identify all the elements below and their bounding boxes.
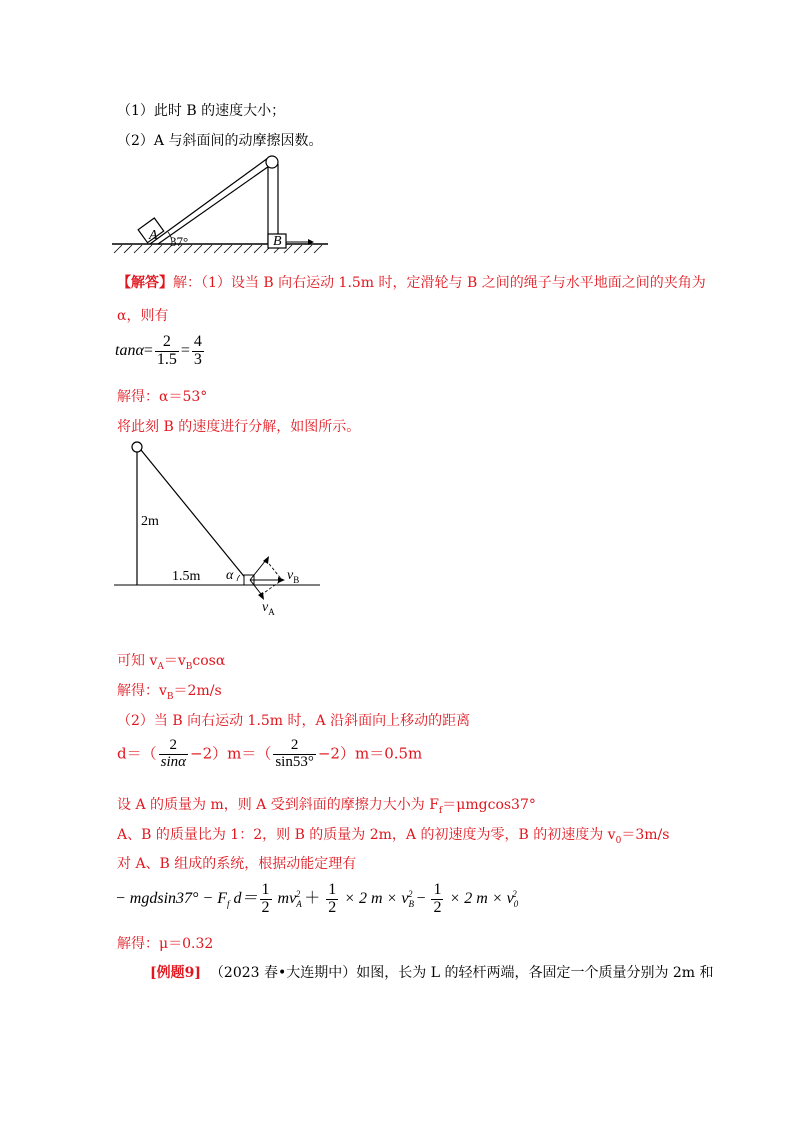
vb-subscript: B: [293, 574, 300, 585]
d-fraction-1: [159, 738, 188, 771]
energy-equation: [115, 882, 517, 917]
vrel-sub-a: A: [157, 661, 164, 672]
tan-fraction-2: [192, 334, 204, 369]
tan-fraction-1: [155, 334, 179, 369]
eq-sub-f: f: [227, 899, 230, 910]
frac-den: 3: [193, 350, 202, 368]
eq-minus: −: [412, 889, 430, 907]
vrel-prefix: 可知 v: [117, 653, 158, 669]
frac-num: 2: [169, 737, 178, 753]
mass-ratio-text: [117, 824, 669, 846]
block-a-label: A: [149, 228, 158, 243]
alpha-label: α: [226, 568, 234, 583]
d-fraction-2: [273, 738, 316, 771]
solve-alpha: 解得：α＝53°: [117, 389, 208, 405]
eq-plus: ＋: [300, 889, 325, 907]
friction-sub: f: [438, 805, 443, 816]
vrel-mid: ＝v: [163, 653, 186, 669]
answer-text-1: 解：（1）设当 B 向右运动 1.5m 时，定滑轮与 B 之间的绳子与水平地面之间的夹角为: [173, 275, 706, 291]
eq-t2-sup: 2: [407, 888, 413, 899]
answer-line-1: [117, 272, 706, 292]
height-2m-label: 2m: [141, 514, 159, 529]
decompose-text: 将此刻 B 的速度进行分解，如图所示。: [117, 419, 361, 435]
example-tag: [例题9]: [150, 965, 201, 981]
va-subscript: A: [268, 606, 275, 617]
frac-den: 2: [328, 898, 337, 916]
base-15m-label: 1.5m: [172, 569, 201, 584]
mass-value: ＝3m/s: [621, 827, 670, 843]
eq-term-1: mv: [273, 889, 297, 907]
eq-t1-sub: A: [296, 899, 302, 910]
solve-vb: [117, 680, 222, 702]
question-1: （1）此时 B 的速度大小；: [117, 103, 286, 119]
velocity-decomposition-figure: [110, 440, 325, 625]
tan-equation: tanα= $\frac{2}{1.5}$ = $\frac{4}{3}$: [115, 333, 202, 368]
block-b-label: B: [273, 234, 282, 249]
eq-t2-sub: B: [408, 899, 414, 910]
frac-num: 2: [290, 737, 299, 753]
vrel-suffix: cosα: [192, 653, 226, 669]
question-2: （2）A 与斜面间的动摩擦因数。: [117, 133, 323, 149]
eq-t3-sup: 2: [512, 888, 517, 899]
eq-t1-sup: 2: [295, 888, 301, 899]
friction-prefix: 设 A 的质量为 m，则 A 受到斜面的摩擦力大小为 F: [117, 797, 439, 813]
d-mid-1: −2）m＝（: [190, 744, 272, 763]
next-example: [150, 962, 714, 982]
frac-den: 2: [261, 898, 270, 916]
example-text: （2023 春•大连期中）如图，长为 L 的轻杆两端，各固定一个质量分别为 2m 和: [209, 965, 714, 981]
frac-den: 1.5: [156, 350, 177, 368]
friction-value: ＝μmgcos37°: [442, 797, 536, 813]
eq-term-2: × 2 m × v: [340, 889, 409, 907]
eq-lhs: − mgdsin37° − F: [115, 889, 227, 907]
tan-lhs: tanα: [115, 341, 144, 359]
frac-num: 1: [433, 881, 442, 898]
eq-half-2: [326, 882, 338, 917]
frac-den: sinα: [160, 753, 186, 770]
eq-term-3: × 2 m × v: [445, 889, 514, 907]
d-mid-2: −2）m＝0.5m: [317, 744, 423, 763]
solve-vb-prefix: 解得：v: [117, 683, 167, 699]
incline-pulley-figure: [110, 150, 330, 258]
mass-prefix: A、B 的质量比为 1：2，则 B 的质量为 2m，A 的初速度为零，B 的初速度为 v: [117, 827, 616, 843]
va-symbol: v: [262, 600, 269, 615]
solve-vb-value: ＝2m/s: [173, 683, 222, 699]
angle-37-label: 37°: [170, 234, 189, 249]
vrel-sub-b: B: [185, 661, 193, 672]
frac-den: sin53°: [275, 753, 314, 770]
eq-half-3: [431, 882, 443, 917]
d-prefix: d＝（: [117, 744, 157, 763]
vb-label: [287, 568, 299, 585]
answer-heading: 【解答】: [117, 275, 173, 291]
frac-num: 1: [328, 881, 337, 898]
frac-den: 2: [433, 898, 442, 916]
friction-text: [117, 794, 536, 816]
eq-t3-sub: 0: [513, 899, 519, 910]
mass-sub: 0: [615, 835, 622, 846]
frac-num: 2: [162, 333, 171, 350]
eq-half-1: [260, 882, 272, 917]
va-label: [262, 600, 275, 617]
vb-symbol: v: [287, 568, 294, 583]
distance-equation: [117, 738, 422, 771]
frac-num: 4: [193, 333, 202, 350]
solve-mu: 解得：μ＝0.32: [117, 936, 214, 952]
frac-num: 1: [261, 881, 270, 898]
eq-d: d＝: [229, 889, 258, 907]
velocity-relation: [117, 650, 225, 672]
answer-line-2: α，则有: [117, 308, 169, 324]
solve-vb-sub: B: [166, 691, 174, 702]
part-2-text: （2）当 B 向右运动 1.5m 时，A 沿斜面向上移动的距离: [117, 713, 471, 729]
theorem-text: 对 A、B 组成的系统，根据动能定理有: [117, 856, 357, 872]
